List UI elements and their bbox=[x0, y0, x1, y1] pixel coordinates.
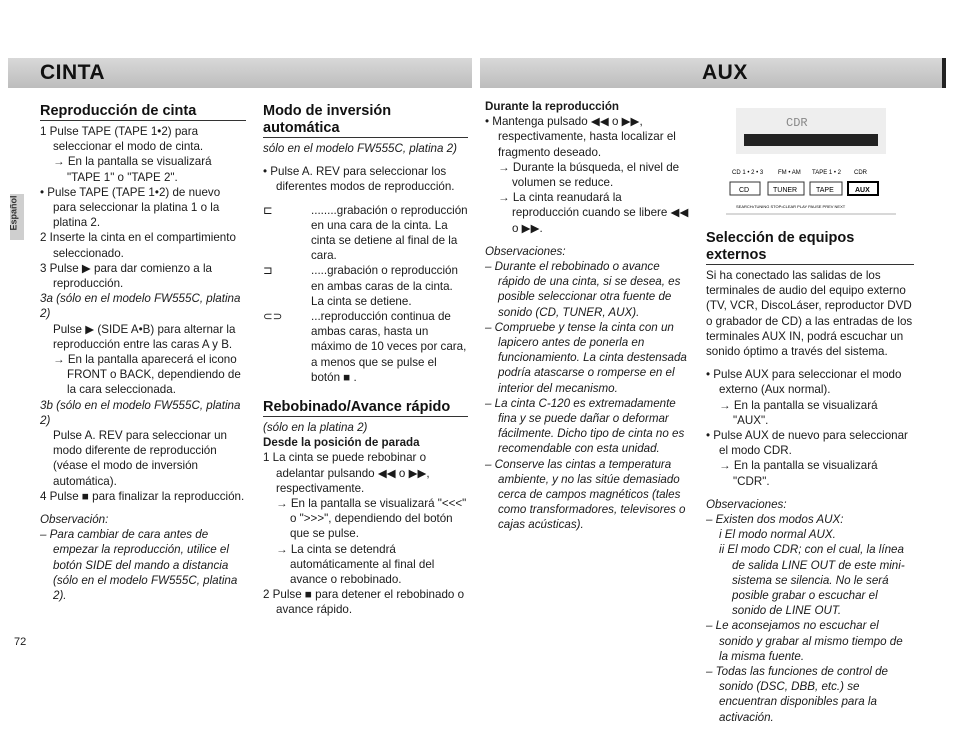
page-number: 72 bbox=[14, 636, 27, 648]
aux-bullet-2: • Pulse AUX de nuevo para seleccionar el modo CDR. bbox=[706, 429, 908, 458]
step-3b: Pulse A. REV para seleccionar un modo diferente de reproducción (véase el modo de inversión automática). bbox=[53, 429, 228, 488]
display-screen bbox=[736, 108, 886, 154]
bullet-tape-again: • Pulse TAPE (TAPE 1•2) de nuevo para seleccionar la platina 1 o la platina 2. bbox=[40, 185, 221, 230]
step-3a-note: 3a (sólo en el modelo FW555C, platina 2) bbox=[40, 292, 241, 321]
observation-3: – La cinta C-120 es extremadamente fina y se puede dañar o deformar fácilmente. Dicho tipo de cinta no es recomendable con esta unidad. bbox=[485, 396, 685, 456]
aux-button-label: AUX bbox=[855, 187, 870, 194]
aux-observation-5: – Todas las funciones de control de sonido (DSC, DBB, etc.) se encuentran disponibles para la activación. bbox=[706, 665, 888, 724]
heading-rule bbox=[263, 137, 468, 138]
observation-text: – Para cambiar de cara antes de empezar la reproducción, utilice el botón SIDE del mando a distancia (sólo en el modelo FW555C, platina 2). bbox=[40, 528, 238, 603]
intro-paragraph: Si ha conectado las salidas de los terminales de audio del equipo externo (TV, VCR, DiscoLáser, reproductor DVD o grabador de CD) a las entradas de los terminales AUX IN, podrá escuchar un sonido óptimo a través del sistema. bbox=[706, 269, 913, 359]
display-readout: CDR bbox=[786, 116, 808, 130]
source-label-cdr: CDR bbox=[854, 170, 867, 176]
column-reproduccion bbox=[40, 103, 246, 603]
subheading-parada: Desde la posición de parada bbox=[263, 436, 420, 450]
step-3a: Pulse ▶ (SIDE A•B) para alternar la reproducción entre las caras A y B. bbox=[53, 322, 236, 351]
tape-button-label: TAPE bbox=[816, 187, 834, 194]
subheading-durante: Durante la reproducción bbox=[485, 100, 619, 113]
aux-observation-4: – Le aconsejamos no escuchar el sonido y grabar al mismo tiempo de la misma fuente. bbox=[706, 619, 903, 663]
rewind-step-2: 2 Pulse ■ para detener el rebobinado o avance rápido. bbox=[263, 588, 465, 617]
banner-cinta bbox=[8, 58, 472, 88]
transport-labels: SEARCH•TUNING STOP•CLEAR PLAY PAUSE PREV NEXT bbox=[736, 204, 846, 209]
mode-one-side bbox=[263, 203, 468, 264]
mode-both-sides-icon: ⊐ bbox=[263, 264, 273, 278]
display-segments bbox=[744, 134, 878, 146]
rewind-result-1: → En la pantalla se visualizará "<<<" o ">>>", dependiendo del botón que se pulse. bbox=[276, 497, 467, 541]
observation-2: – Compruebe y tense la cinta con un lapicero antes de ponerla en funcionamiento. La cinta destensada podría atascarse o romperse en el interior del mecanismo. bbox=[485, 320, 687, 395]
step-4: 4 Pulse ■ para finalizar la reproducción. bbox=[40, 489, 245, 503]
heading-rule bbox=[263, 416, 468, 417]
section-title-aux: AUX bbox=[702, 61, 748, 84]
inversion-note: sólo en el modelo FW555C, platina 2) bbox=[263, 142, 457, 155]
heading-rule bbox=[706, 264, 914, 265]
column-inversion bbox=[263, 103, 468, 618]
step-1: 1 Pulse TAPE (TAPE 1•2) para seleccionar el modo de cinta. bbox=[40, 125, 204, 154]
step-3a-result: → En la pantalla aparecerá el icono FRONT o BACK, dependiendo de la cara seleccionada. bbox=[53, 353, 241, 397]
step-3: 3 Pulse ▶ para dar comienzo a la reproducción. bbox=[40, 261, 212, 291]
aux-result-1: → En la pantalla se visualizará "AUX". bbox=[719, 398, 878, 427]
aux-observations-title: Observaciones: bbox=[706, 497, 787, 511]
observations-title: Observaciones: bbox=[485, 244, 566, 258]
cd-button-label: CD bbox=[739, 187, 750, 194]
language-tab bbox=[10, 194, 24, 240]
durante-result-2: → La cinta reanudará la reproducción cuando se libere ◀◀ o ▶▶. bbox=[498, 191, 689, 235]
durante-bullet: • Mantenga pulsado ◀◀ o ▶▶, respectivamente, hasta localizar el fragmento deseado. bbox=[485, 115, 676, 159]
aux-observation-1: – Existen dos modos AUX: bbox=[706, 513, 844, 527]
heading-rebobinado: Rebobinado/Avance rápido bbox=[263, 399, 451, 416]
heading-rule bbox=[40, 120, 246, 121]
mode-continuous bbox=[263, 309, 468, 385]
source-label-tape: TAPE 1 • 2 bbox=[812, 170, 842, 176]
observation-1: – Durante el rebobinado o avance rápido de una cinta, si se desea, es posible seleccionar otra fuente de sonido (CD, TUNER, AUX). bbox=[485, 260, 681, 319]
heading-seleccion: Selección de equipos externos bbox=[706, 230, 855, 263]
heading-reproduccion: Reproducción de cinta bbox=[40, 103, 197, 119]
aux-bullet-1: • Pulse AUX para seleccionar el modo externo (Aux normal). bbox=[706, 368, 902, 397]
durante-result-1: → Durante la búsqueda, el nivel de volumen se reduce. bbox=[498, 160, 680, 190]
language-tab-label: Español bbox=[8, 195, 19, 231]
mode-both-sides bbox=[263, 263, 468, 309]
column-durante bbox=[485, 99, 690, 533]
step-1-result: → En la pantalla se visualizará "TAPE 1" o "TAPE 2". bbox=[53, 155, 212, 184]
banner-aux bbox=[480, 58, 946, 88]
mode-both-sides-text: .....grabación o reproducción en ambas caras de la cinta. La cinta se detiene. bbox=[311, 264, 458, 308]
tuner-button-label: TUNER bbox=[773, 187, 798, 194]
column-aux bbox=[706, 104, 914, 725]
mode-continuous-icon: ⊂⊃ bbox=[263, 310, 283, 324]
step-3b-note: 3b (sólo en el modelo FW555C, platina 2) bbox=[40, 398, 241, 427]
heading-inversion: Modo de inversión automática bbox=[263, 103, 392, 136]
aux-result-2: → En la pantalla se visualizará "CDR". bbox=[719, 459, 878, 488]
observation-4: – Conserve las cintas a temperatura ambiente, y no las sitúe demasiado cerca de campos magnéticos (tales como transformadores, televisores o cajas acústicas). bbox=[485, 457, 686, 532]
mode-one-side-icon: ⊏ bbox=[263, 203, 273, 217]
rewind-step-1: 1 La cinta se puede rebobinar o adelantar pulsando ◀◀ o ▶▶, respectivamente. bbox=[263, 451, 430, 495]
inversion-bullet: • Pulse A. REV para seleccionar los diferentes modos de reproducción. bbox=[263, 165, 455, 194]
aux-observation-2: i El modo normal AUX. bbox=[719, 528, 836, 542]
step-2: 2 Inserte la cinta en el compartimiento seleccionado. bbox=[40, 231, 236, 260]
mode-continuous-text: ...reproducción continua de ambas caras, hasta un máximo de 10 veces por cara, a menos que se pulse el botón ■ . bbox=[311, 310, 467, 384]
observation-title: Observación: bbox=[40, 513, 109, 527]
aux-observation-3: ii El modo CDR; con el cual, la línea de salida LINE OUT de este mini-sistema se silencia. No le será posible grabar o escuchar el sonido de LINE OUT. bbox=[719, 543, 905, 618]
banner-edge bbox=[942, 58, 946, 88]
source-label-tuner: FM • AM bbox=[778, 170, 801, 176]
section-title-cinta: CINTA bbox=[40, 61, 106, 84]
rewind-result-2: → La cinta se detendrá automáticamente al final del avance o rebobinado. bbox=[276, 542, 435, 587]
display-panel-illustration bbox=[706, 104, 912, 222]
mode-one-side-text: ........grabación o reproducción en una cara de la cinta. La cinta se detiene al final de la cara. bbox=[311, 203, 468, 263]
rebobinado-note: (sólo en la platina 2) bbox=[263, 421, 368, 435]
source-label-cd: CD 1 • 2 • 3 bbox=[732, 170, 764, 176]
